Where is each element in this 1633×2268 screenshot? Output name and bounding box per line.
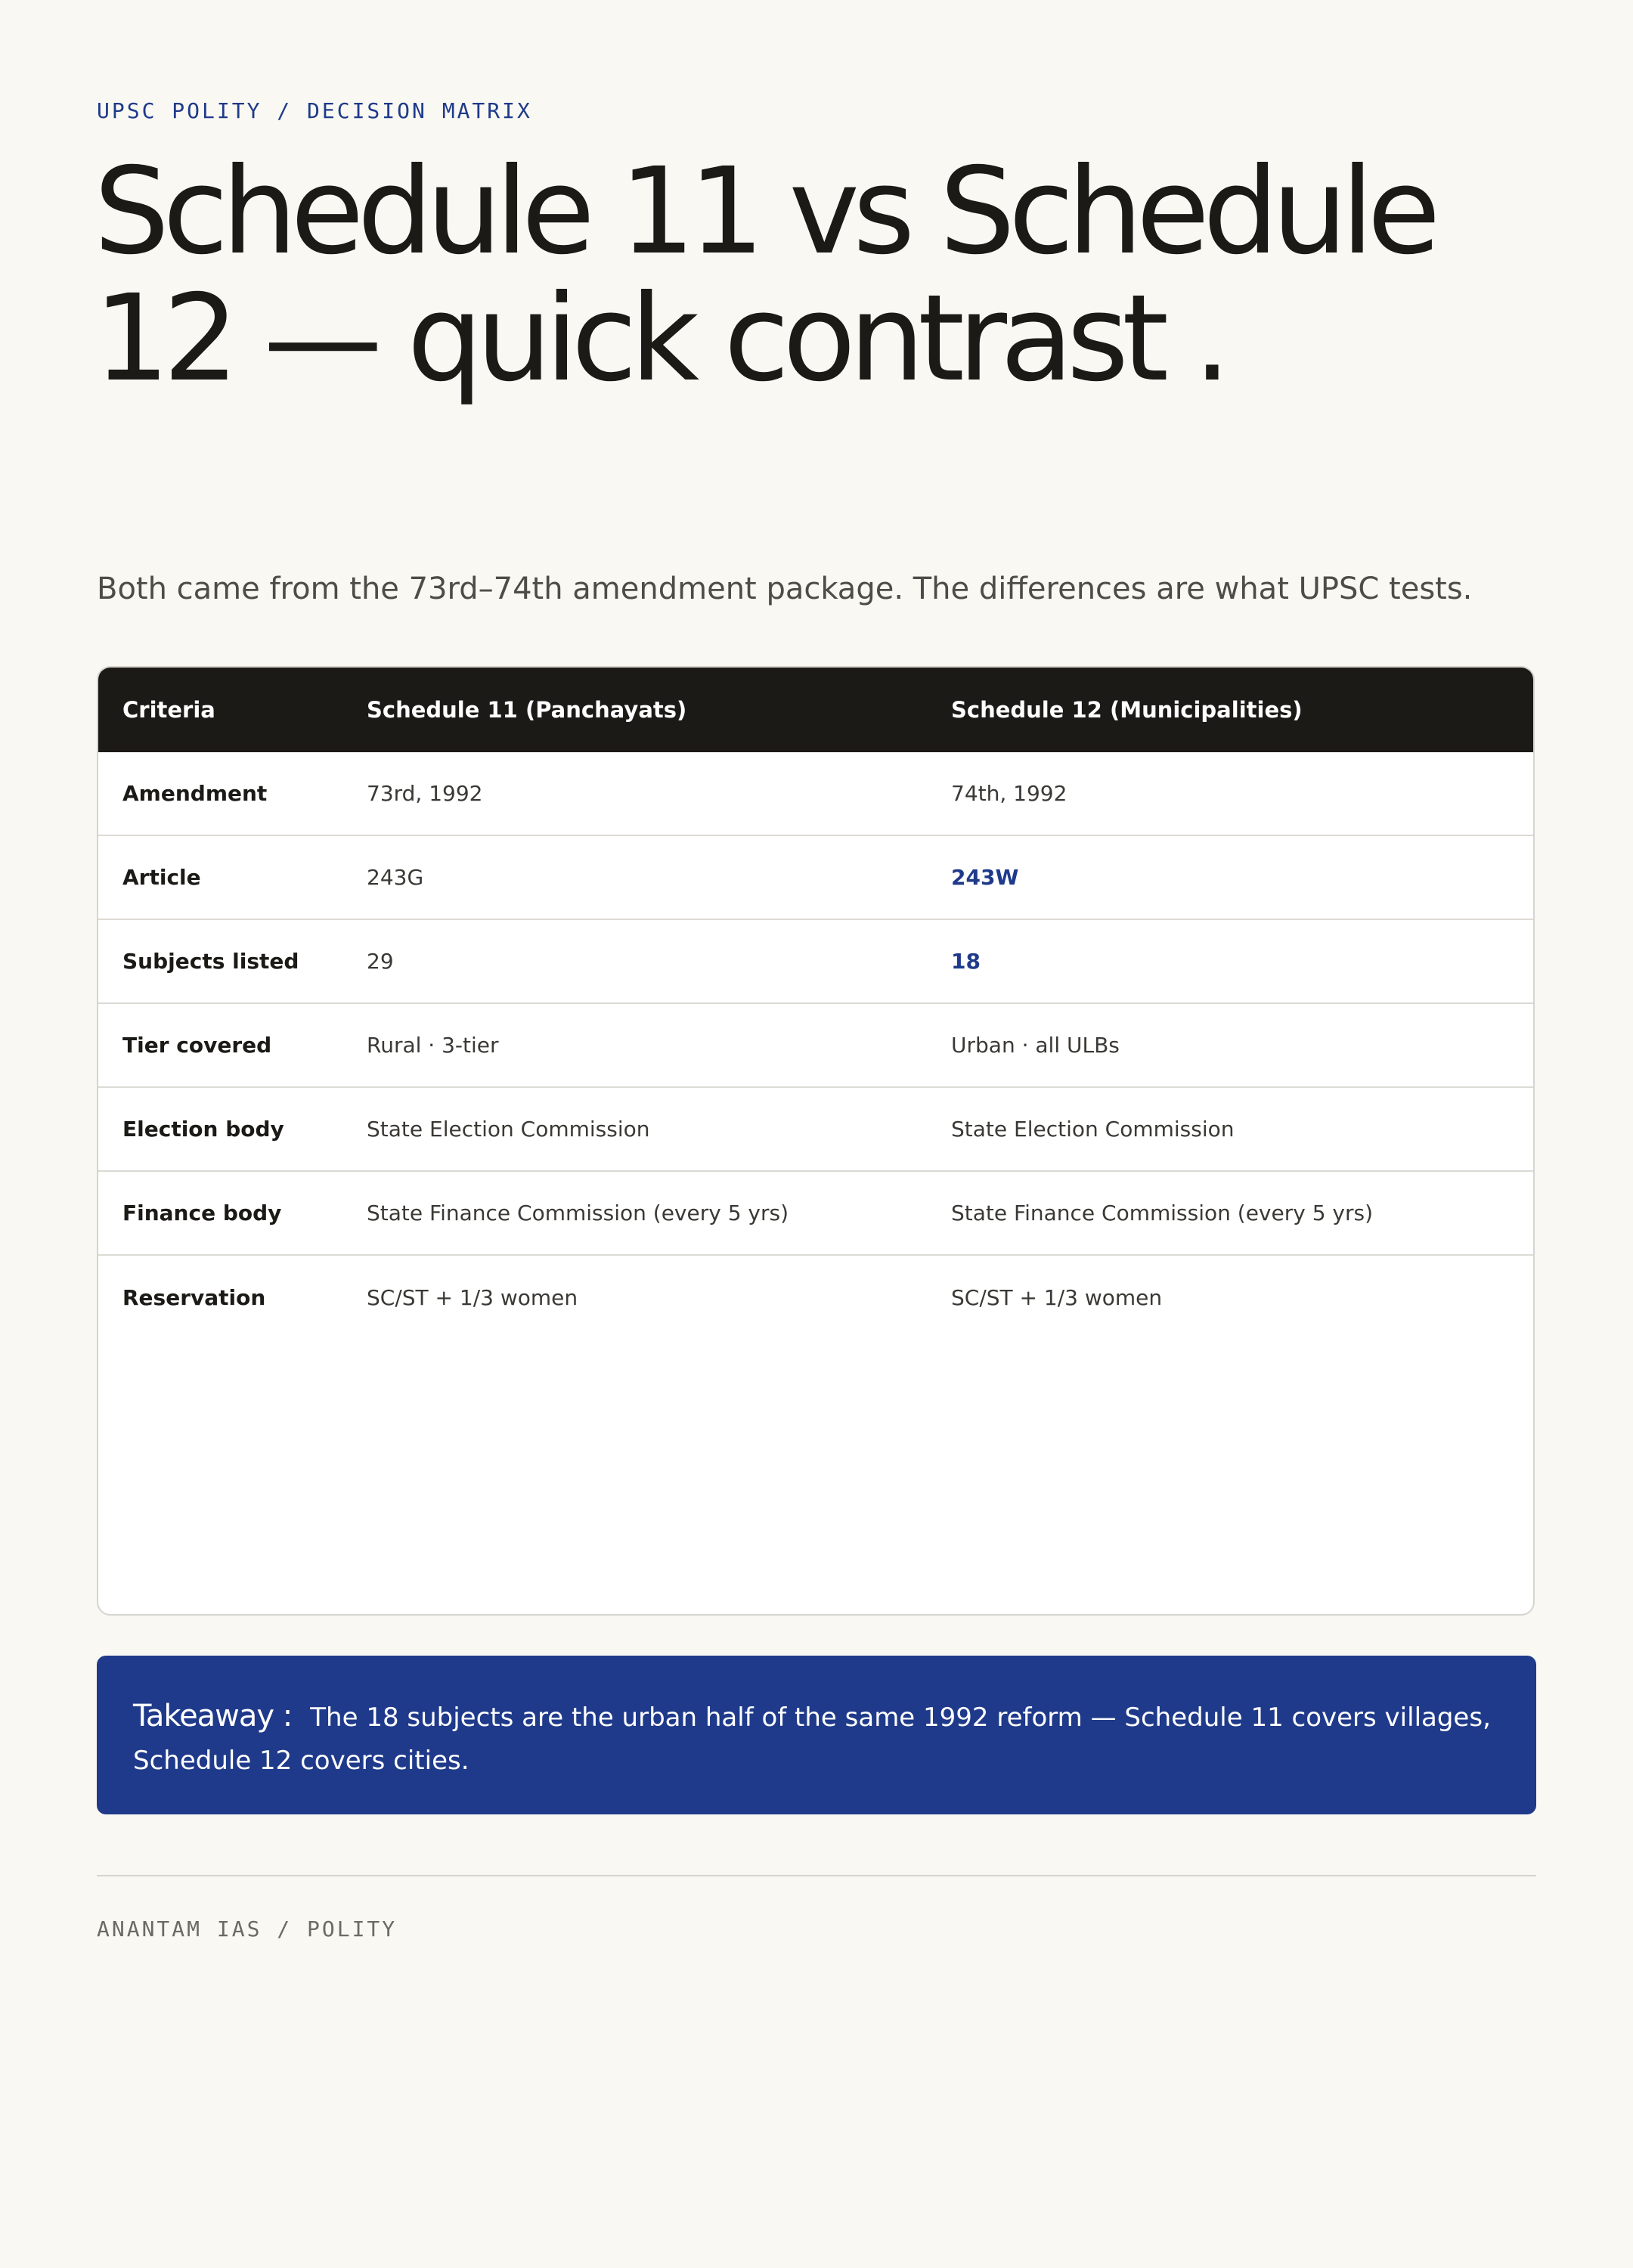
criteria-cell: Amendment (122, 781, 268, 806)
criteria-cell: Tier covered (122, 1033, 272, 1058)
table-row (98, 1172, 1533, 1256)
schedule-12-cell: State Election Commission (951, 1117, 1235, 1142)
schedule-11-cell: 29 (367, 949, 394, 974)
schedule-12-cell-highlighted: 18 (951, 949, 981, 974)
takeaway-callout (97, 1656, 1536, 1814)
table-row (98, 920, 1533, 1004)
page-subtitle: Both came from the 73rd–74th amendment package. The differences are what UPSC tests. (97, 572, 1473, 606)
schedule-11-cell: SC/ST + 1/3 women (367, 1285, 578, 1310)
schedule-12-cell: SC/ST + 1/3 women (951, 1285, 1163, 1310)
footer-label: ANANTAM IAS / POLITY (97, 1916, 398, 1941)
comparison-table (97, 666, 1535, 1616)
schedule-12-cell-highlighted: 243W (951, 865, 1019, 890)
column-header-schedule-11: Schedule 11 (Panchayats) (367, 697, 687, 723)
table-row (98, 1088, 1533, 1172)
criteria-cell: Article (122, 865, 201, 890)
table-row (98, 836, 1533, 920)
takeaway-text: The 18 subjects are the urban half of the same 1992 reform — Schedule 11 covers villages, Schedule 12 covers cities. (133, 1703, 1491, 1776)
schedule-12-cell: Urban · all ULBs (951, 1033, 1120, 1058)
table-header-row (98, 668, 1533, 752)
criteria-cell: Subjects listed (122, 949, 299, 974)
schedule-11-cell: Rural · 3-tier (367, 1033, 499, 1058)
table-row (98, 752, 1533, 836)
criteria-cell: Election body (122, 1117, 284, 1142)
schedule-12-cell: State Finance Commission (every 5 yrs) (951, 1201, 1374, 1225)
table-row (98, 1004, 1533, 1088)
eyebrow-label: UPSC POLITY / DECISION MATRIX (97, 98, 532, 123)
column-header-criteria: Criteria (122, 697, 215, 723)
table-row (98, 1256, 1533, 1340)
column-header-schedule-12: Schedule 12 (Municipalities) (951, 697, 1303, 723)
criteria-cell: Reservation (122, 1285, 266, 1310)
page-title: Schedule 11 vs Schedule 12 — quick contrast . (94, 142, 1434, 408)
schedule-11-cell: 73rd, 1992 (367, 781, 483, 806)
schedule-11-cell: State Finance Commission (every 5 yrs) (367, 1201, 789, 1225)
footer-divider (97, 1875, 1536, 1876)
schedule-12-cell: 74th, 1992 (951, 781, 1067, 806)
schedule-11-cell: State Election Commission (367, 1117, 650, 1142)
criteria-cell: Finance body (122, 1201, 282, 1225)
schedule-11-cell: 243G (367, 865, 424, 890)
takeaway-label: Takeaway : (133, 1699, 293, 1734)
